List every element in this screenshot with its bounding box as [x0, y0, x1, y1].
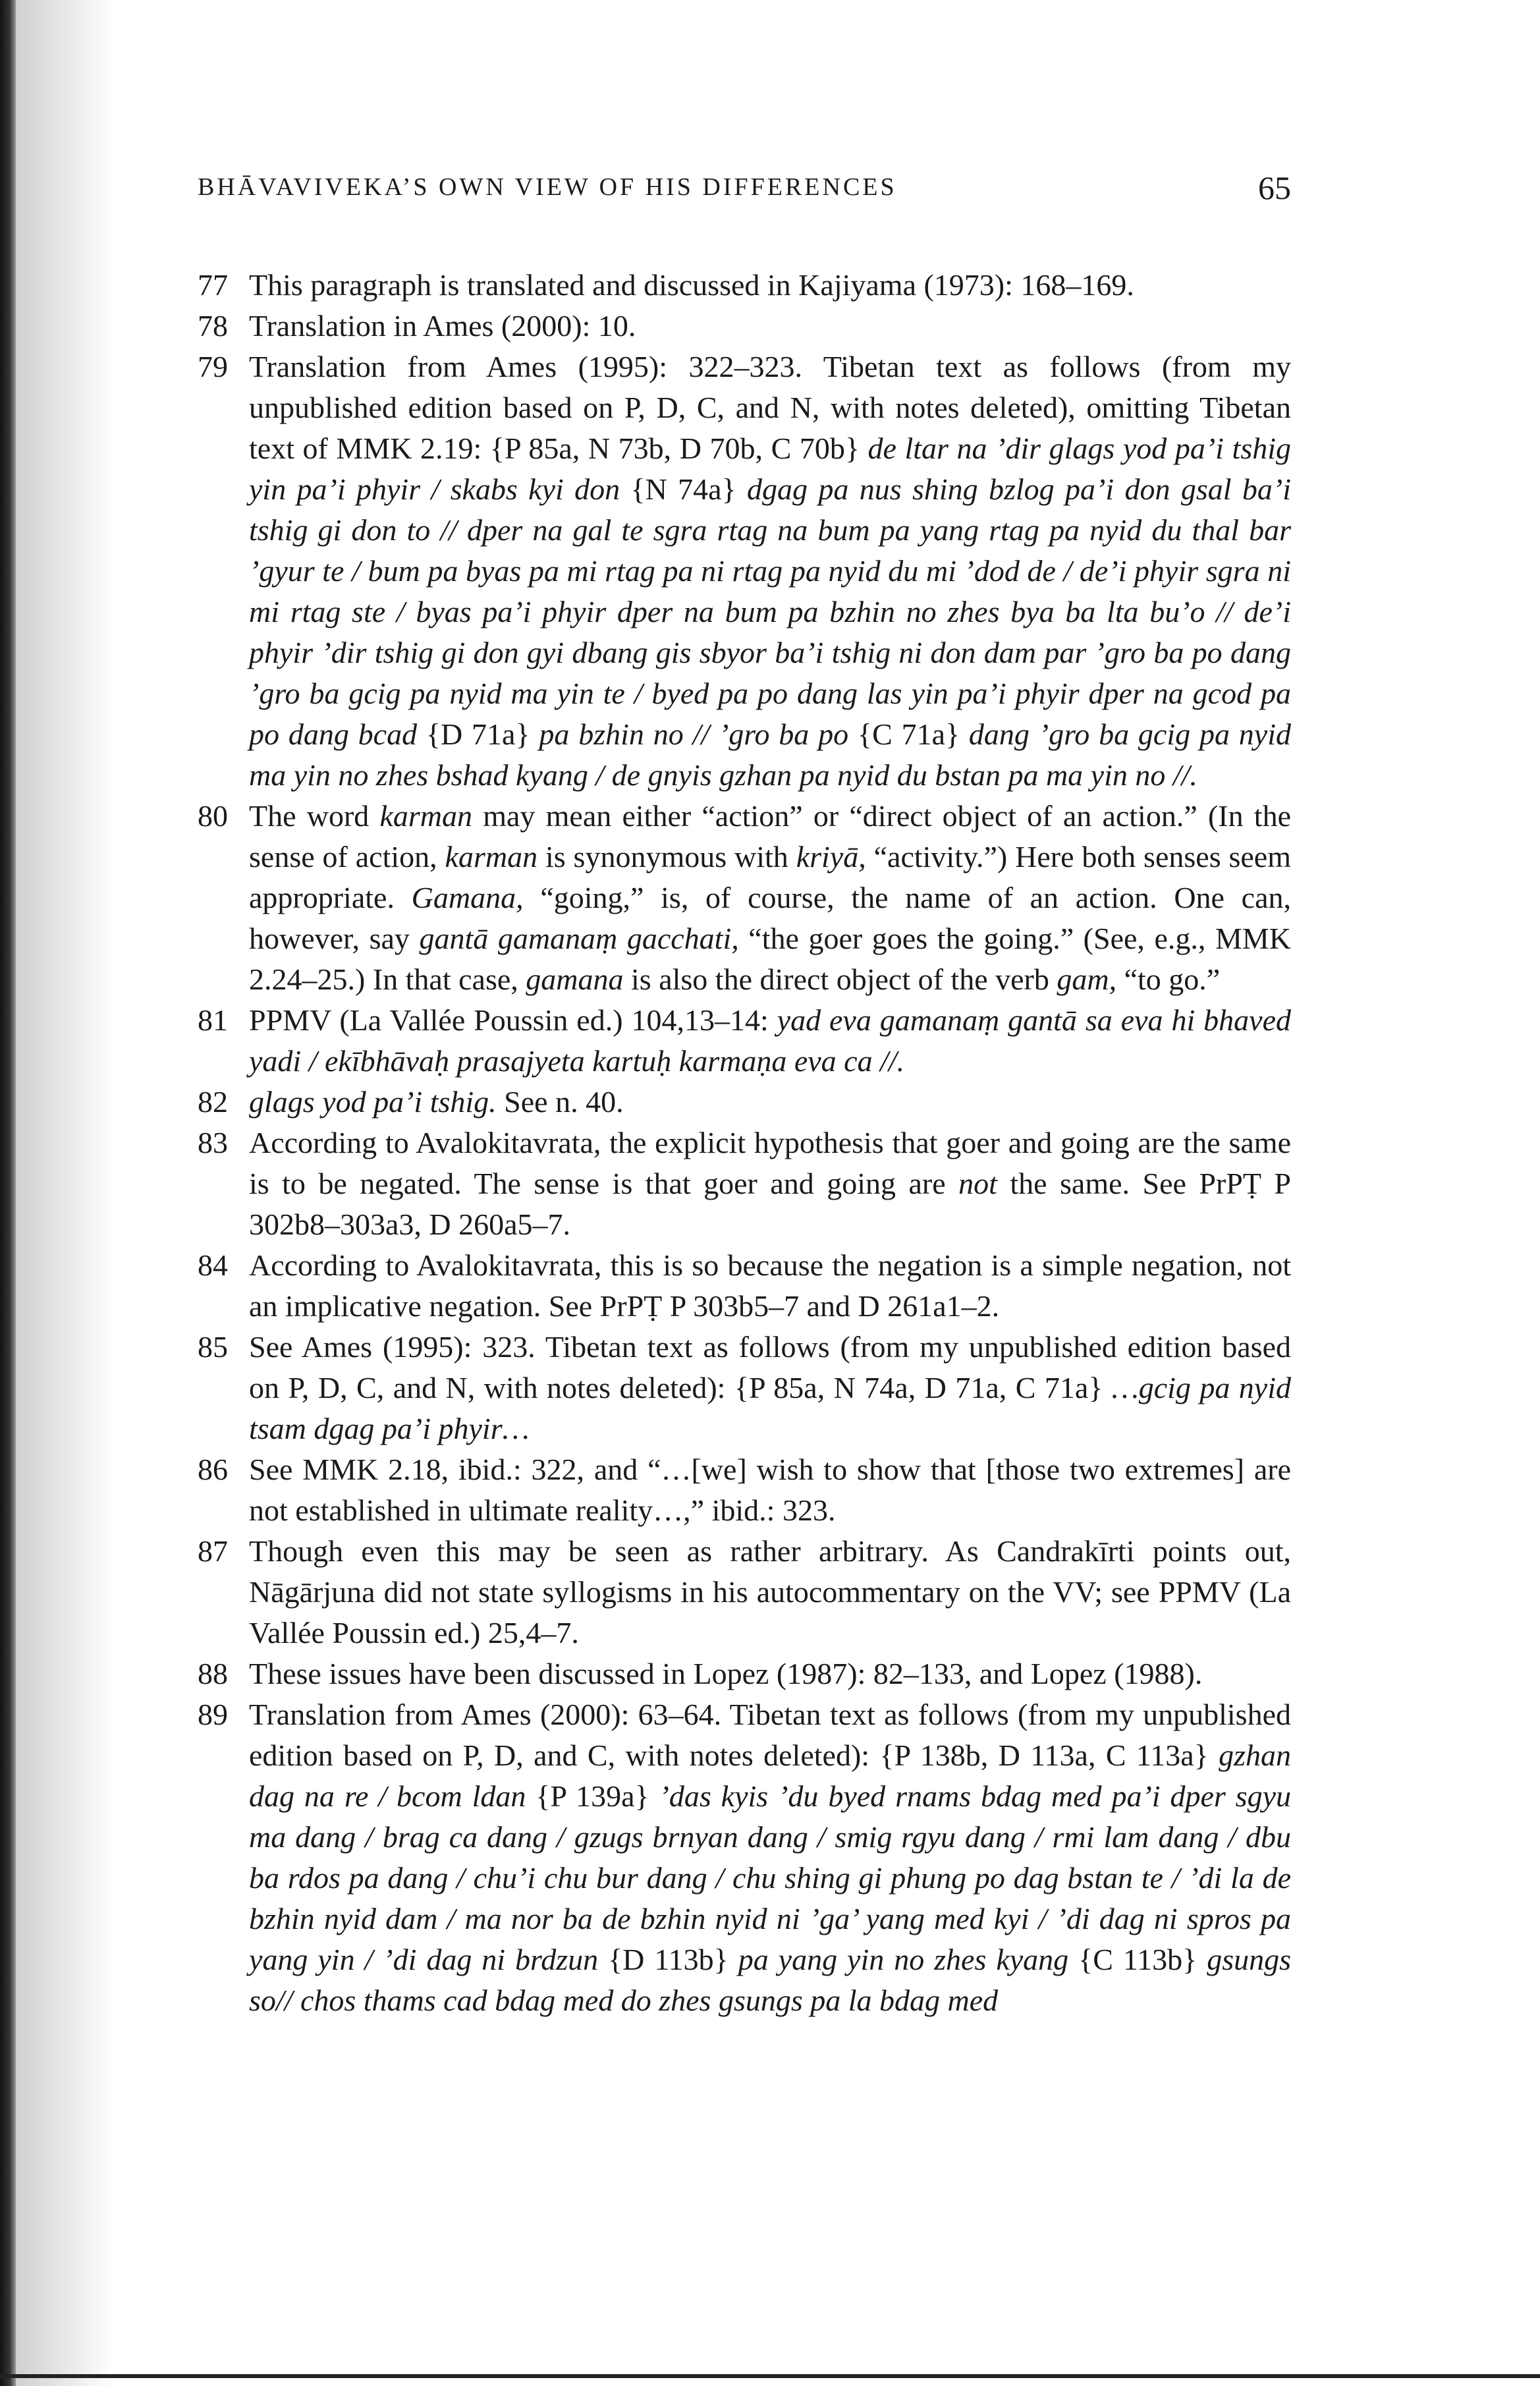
endnote-italic-text: not — [958, 1167, 997, 1200]
endnote-84 — [198, 1245, 1291, 1327]
endnote-80 — [198, 796, 1291, 1000]
endnote-text: See MMK 2.18, ibid.: 322, and “…[we] wish to show that [those two extremes] are not established in ultimate reality…,” ibid.: 323. — [249, 1453, 1291, 1527]
book-spine-shadow — [0, 0, 16, 2386]
endnote-italic-text: karman — [445, 840, 538, 874]
endnote-text: According to Avalokitavrata, this is so because the negation is a simple negation, not an implicative negation. See PrPṬ P 303b5–7 and D 261a1–2. — [249, 1248, 1291, 1323]
endnote-79 — [198, 347, 1291, 796]
endnote-text: Translation from Ames (2000): 63–64. Tibetan text as follows (from my unpublished edition based on P, D, and C, with notes deleted): {P 138b, D 113a, C 113a} — [249, 1698, 1291, 1772]
endnote-italic-text: dgag pa nus shing bzlog pa’i don gsal ba’i tshig gi don to // dper na gal te sgra rtag na bum pa yang rtag pa nyid du thal bar ’gyur te / bum pa byas pa mi rtag pa ni rtag pa nyid du mi ’dod de / de’i phyir sgra ni mi rtag ste / byas pa’i phyir dper na bum pa bzhin no zhes bya ba lta bu’o // de’i phyir ’dir tshig gi don gyi dbang gis sbyor ba’i tshig ni don dam par ’gro ba po dang ’gro ba gcig pa nyid ma yin te / byed pa po dang las yin pa’i phyir dper na gcod pa po dang bcad — [249, 472, 1291, 751]
endnote-number: 78 — [198, 309, 228, 343]
endnote-82 — [198, 1082, 1291, 1123]
endnote-78 — [198, 306, 1291, 347]
endnote-italic-text: Gamana, — [411, 881, 524, 914]
endnote-italic-text: kriyā, — [796, 840, 866, 874]
endnote-number: 82 — [198, 1085, 228, 1119]
endnote-83 — [198, 1123, 1291, 1245]
endnote-text: Translation in Ames (2000): 10. — [249, 309, 636, 343]
endnote-text: {C 113b} — [1068, 1943, 1207, 1976]
scan-bottom-edge — [0, 2374, 1540, 2378]
endnote-italic-text: …gcig pa nyid tsam dgag pa’i phyir… — [249, 1371, 1291, 1445]
page-number: 65 — [1258, 169, 1291, 206]
endnote-text: See n. 40. — [496, 1085, 624, 1119]
running-head: BHĀVAVIVEKA’S OWN VIEW OF HIS DIFFERENCES — [198, 173, 897, 201]
endnote-text: may mean either “action” or “direct object of an action.” (In the sense of action, — [249, 799, 1291, 874]
endnote-text: {N 74a} — [620, 472, 747, 506]
endnote-italic-text: de ltar na ’dir glags yod pa’i tshig yin pa’i phyir / skabs kyi don — [249, 431, 1291, 506]
endnote-text: These issues have been discussed in Lopez (1987): 82–133, and Lopez (1988). — [249, 1657, 1203, 1690]
endnote-text: Though even this may be seen as rather arbitrary. As Candrakīrti points out, Nāgārjuna did not state syllogisms in his autocommentary on the VV; see PPMV (La Vallée Poussin ed.) 25,4–7. — [249, 1534, 1291, 1650]
endnote-89 — [198, 1694, 1291, 2021]
endnote-italic-text: ’das kyis ’du byed rnams bdag med pa’i dper sgyu ma dang / brag ca dang / gzugs brnyan dang / smig rgyu dang / rmi lam dang / dbu ba rdos pa dang / chu’i chu bur dang / chu shing gi phung po dag bstan te / ’di la de bzhin nyid dam / ma nor ba de bzhin nyid ni ’ga’ yang med kyi / ’di dag ni spros pa yang yin / ’di dag ni brdzun — [249, 1779, 1292, 1976]
endnote-text: This paragraph is translated and discussed in Kajiyama (1973): 168–169. — [249, 268, 1134, 302]
endnote-number: 81 — [198, 1003, 228, 1037]
endnote-number: 87 — [198, 1534, 228, 1568]
scan-gutter-shading — [16, 0, 115, 2386]
endnote-number: 77 — [198, 268, 228, 302]
endnote-number: 86 — [198, 1453, 228, 1486]
endnote-text: The word — [249, 799, 380, 833]
endnote-86 — [198, 1449, 1291, 1531]
endnote-italic-text: glags yod pa’i tshig. — [249, 1085, 497, 1119]
endnote-number: 83 — [198, 1126, 228, 1159]
endnote-text: {D 113b} — [598, 1943, 738, 1976]
endnote-text: is synonymous with — [537, 840, 796, 874]
endnote-text: “activity.”) Here both senses seem appropriate. — [249, 840, 1292, 914]
endnote-italic-text: gam, — [1057, 962, 1117, 996]
endnote-italic-text: pa bzhin no // ’gro ba po — [539, 717, 849, 751]
endnote-number: 89 — [198, 1698, 228, 1731]
endnote-text: the same. See PrPṬ P 302b8–303a3, D 260a5–7. — [249, 1167, 1292, 1241]
endnote-text: is also the direct object of the verb — [623, 962, 1057, 996]
endnote-number: 79 — [198, 350, 228, 383]
endnote-81 — [198, 1000, 1291, 1082]
endnote-text: {P 139a} — [526, 1779, 659, 1813]
endnote-87 — [198, 1531, 1291, 1653]
page-header — [198, 169, 1291, 212]
endnote-88 — [198, 1653, 1291, 1694]
endnotes-list — [198, 265, 1291, 2021]
endnote-number: 80 — [198, 799, 228, 833]
endnote-number: 84 — [198, 1248, 228, 1282]
endnote-italic-text: pa yang yin no zhes kyang — [738, 1943, 1069, 1976]
endnote-italic-text: gamana — [526, 962, 624, 996]
endnote-text: PPMV (La Vallée Poussin ed.) 104,13–14: — [249, 1003, 777, 1037]
endnote-77 — [198, 265, 1291, 306]
endnote-text: {C 71a} — [848, 717, 969, 751]
endnote-text: “the goer goes the going.” (See, e.g., MMK 2.24–25.) In that case, — [249, 922, 1291, 996]
endnote-text: “going,” is, of course, the name of an action. One can, however, say — [249, 881, 1291, 955]
endnote-text: According to Avalokitavrata, the explicit hypothesis that goer and going are the same is to be negated. The sense is that goer and going are — [249, 1126, 1291, 1200]
endnote-italic-text: karman — [379, 799, 473, 833]
endnote-number: 85 — [198, 1330, 228, 1364]
endnote-85 — [198, 1327, 1291, 1449]
endnote-text: “to go.” — [1116, 962, 1221, 996]
endnote-italic-text: dang ’gro ba gcig pa nyid ma yin no zhes bshad kyang / de gnyis gzhan pa nyid du bstan pa ma yin no //. — [249, 717, 1291, 792]
endnote-italic-text: gsungs so// chos thams cad bdag med do zhes gsungs pa la bdag med — [249, 1943, 1292, 2017]
endnote-text: Translation from Ames (1995): 322–323. Tibetan text as follows (from my unpublished edition based on P, D, C, and N, with notes deleted), omitting Tibetan text of MMK 2.19: {P 85a, N 73b, D 70b, C 70b} — [249, 350, 1291, 465]
endnote-italic-text: yad eva gamanaṃ gantā sa eva hi bhaved yadi / ekībhāvaḥ prasajyeta kartuḥ karmaṇa eva ca //. — [249, 1003, 1291, 1078]
endnote-italic-text: gzhan dag na re / bcom ldan — [249, 1738, 1291, 1813]
endnote-text: {D 71a} — [417, 717, 539, 751]
endnote-number: 88 — [198, 1657, 228, 1690]
endnote-text: See Ames (1995): 323. Tibetan text as follows (from my unpublished edition based on P, D, C, and N, with notes deleted): {P 85a, N 74a, D 71a, C 71a} — [249, 1330, 1291, 1404]
endnote-italic-text: gantā gamanaṃ gacchati, — [419, 922, 739, 955]
